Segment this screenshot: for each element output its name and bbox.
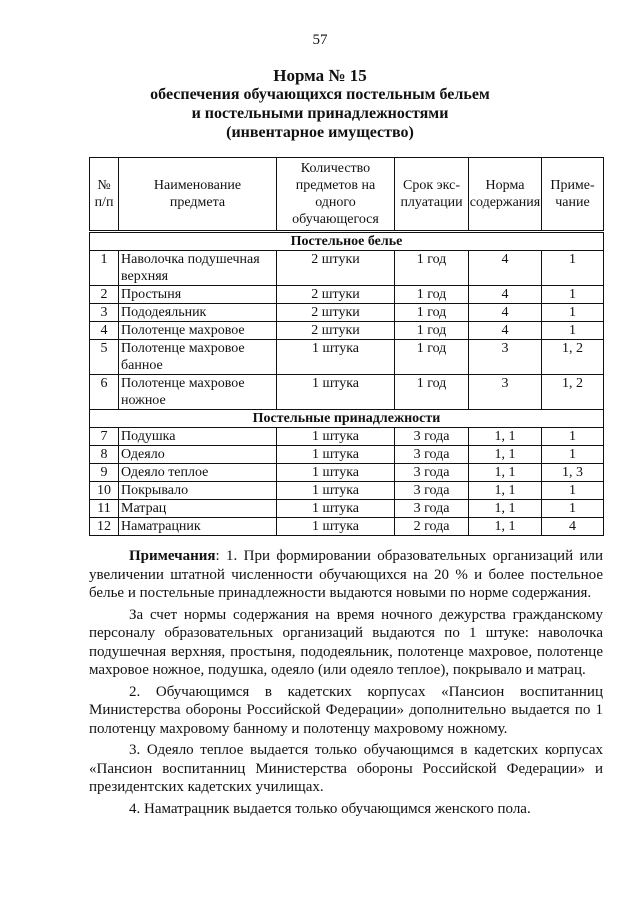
item-note: 1 bbox=[542, 286, 604, 304]
header-name: Наименование предмета bbox=[119, 158, 277, 232]
item-name: Пододеяльник bbox=[119, 304, 277, 322]
item-quantity: 1 штука bbox=[277, 446, 395, 464]
section-title: Постельное белье bbox=[90, 232, 604, 251]
header-term: Срок экс- плуатации bbox=[395, 158, 469, 232]
row-number: 1 bbox=[90, 251, 119, 286]
item-note: 4 bbox=[542, 518, 604, 536]
item-norm: 1, 1 bbox=[469, 500, 542, 518]
item-name: Наматрацник bbox=[119, 518, 277, 536]
item-name: Полотенце махровое ножное bbox=[119, 375, 277, 410]
item-name: Одеяло теплое bbox=[119, 464, 277, 482]
table-row bbox=[90, 375, 604, 410]
item-quantity: 1 штука bbox=[277, 464, 395, 482]
table-row bbox=[90, 500, 604, 518]
header-qty: Количество предметов на одного обучающегося bbox=[277, 158, 395, 232]
item-note: 1 bbox=[542, 446, 604, 464]
item-term: 3 года bbox=[395, 428, 469, 446]
table-row bbox=[90, 322, 604, 340]
item-note: 1 bbox=[542, 322, 604, 340]
item-norm: 4 bbox=[469, 251, 542, 286]
header-norm: Норма содержания bbox=[469, 158, 542, 232]
title-line-4: (инвентарное имущество) bbox=[226, 124, 414, 141]
item-term: 3 года bbox=[395, 500, 469, 518]
row-number: 4 bbox=[90, 322, 119, 340]
row-number: 2 bbox=[90, 286, 119, 304]
item-norm: 1, 1 bbox=[469, 428, 542, 446]
title-line-2: обеспечения обучающихся постельным бельем bbox=[150, 86, 490, 103]
row-number: 7 bbox=[90, 428, 119, 446]
item-quantity: 2 штуки bbox=[277, 251, 395, 286]
item-norm: 4 bbox=[469, 286, 542, 304]
item-name: Одеяло bbox=[119, 446, 277, 464]
item-term: 3 года bbox=[395, 464, 469, 482]
norm-table bbox=[89, 157, 604, 536]
table-row bbox=[90, 340, 604, 375]
item-name: Простыня bbox=[119, 286, 277, 304]
note-4: 4. Наматрацник выдается только обучающимся женского пола. bbox=[129, 800, 531, 817]
item-term: 3 года bbox=[395, 482, 469, 500]
item-norm: 1, 1 bbox=[469, 464, 542, 482]
section-title: Постельные принадлежности bbox=[90, 410, 604, 428]
item-term: 3 года bbox=[395, 446, 469, 464]
note-3: 3. Одеяло теплое выдается только обучающимся в кадетских корпусах «Пансион воспитанниц Министерства обороны Российской Федерации» и президентских кадетских училищах. bbox=[89, 742, 603, 795]
table-row bbox=[90, 518, 604, 536]
item-name: Подушка bbox=[119, 428, 277, 446]
header-note: Приме- чание bbox=[542, 158, 604, 232]
item-note: 1, 2 bbox=[542, 340, 604, 375]
item-quantity: 2 штуки bbox=[277, 286, 395, 304]
item-term: 1 год bbox=[395, 251, 469, 286]
item-quantity: 1 штука bbox=[277, 428, 395, 446]
item-term: 1 год bbox=[395, 375, 469, 410]
table-row bbox=[90, 251, 604, 286]
item-quantity: 1 штука bbox=[277, 518, 395, 536]
note-1: Примечания: 1. При формировании образовательных организаций или увеличении штатной численности обучающихся на 20 % и более постельное белье и постельные принадлежности выдаются новыми по норме содержания. bbox=[89, 548, 603, 601]
table-body bbox=[90, 232, 604, 536]
item-term: 2 года bbox=[395, 518, 469, 536]
row-number: 9 bbox=[90, 464, 119, 482]
row-number: 10 bbox=[90, 482, 119, 500]
page-number: 57 bbox=[312, 32, 328, 48]
item-note: 1 bbox=[542, 482, 604, 500]
table-header-row bbox=[90, 158, 604, 232]
table-row bbox=[90, 428, 604, 446]
item-note: 1 bbox=[542, 251, 604, 286]
row-number: 3 bbox=[90, 304, 119, 322]
item-quantity: 1 штука bbox=[277, 340, 395, 375]
title-line-3: и постельными принадлежностями bbox=[191, 105, 449, 122]
row-number: 8 bbox=[90, 446, 119, 464]
item-term: 1 год bbox=[395, 340, 469, 375]
table-row bbox=[90, 446, 604, 464]
notes-label: Примечания bbox=[129, 548, 216, 564]
item-quantity: 2 штуки bbox=[277, 322, 395, 340]
row-number: 5 bbox=[90, 340, 119, 375]
row-number: 11 bbox=[90, 500, 119, 518]
item-norm: 3 bbox=[469, 340, 542, 375]
item-quantity: 2 штуки bbox=[277, 304, 395, 322]
item-norm: 4 bbox=[469, 322, 542, 340]
row-number: 6 bbox=[90, 375, 119, 410]
notes bbox=[89, 547, 603, 821]
item-quantity: 1 штука bbox=[277, 482, 395, 500]
item-name: Покрывало bbox=[119, 482, 277, 500]
item-norm: 3 bbox=[469, 375, 542, 410]
item-name: Полотенце махровое банное bbox=[119, 340, 277, 375]
item-term: 1 год bbox=[395, 286, 469, 304]
row-number: 12 bbox=[90, 518, 119, 536]
item-name: Наволочка подушечная верхняя bbox=[119, 251, 277, 286]
table-row bbox=[90, 482, 604, 500]
item-norm: 4 bbox=[469, 304, 542, 322]
note-2: 2. Обучающимся в кадетских корпусах «Пансион воспитанниц Министерства обороны Российской Федерации» дополнительно выдается по 1 полотенцу махровому банному и полотенцу махровому ножному. bbox=[89, 683, 603, 737]
item-quantity: 1 штука bbox=[277, 500, 395, 518]
header-num: № п/п bbox=[90, 158, 119, 232]
item-name: Полотенце махровое bbox=[119, 322, 277, 340]
document-title bbox=[0, 66, 640, 142]
item-name: Матрац bbox=[119, 500, 277, 518]
title-line-1: Норма № 15 bbox=[273, 66, 367, 85]
item-note: 1 bbox=[542, 428, 604, 446]
item-quantity: 1 штука bbox=[277, 375, 395, 410]
item-term: 1 год bbox=[395, 322, 469, 340]
item-note: 1 bbox=[542, 304, 604, 322]
note-1-cont: За счет нормы содержания на время ночного дежурства гражданскому персоналу образовательных организаций выдаются по 1 штуке: наволочка подушечная верхняя, простыня, пододеяльник, полотенце махровое, полотенце махровое ножное, подушка, одеяло (или одеяло теплое), покрывало и матрац. bbox=[89, 606, 603, 678]
table-row bbox=[90, 464, 604, 482]
item-note: 1, 3 bbox=[542, 464, 604, 482]
item-norm: 1, 1 bbox=[469, 482, 542, 500]
item-term: 1 год bbox=[395, 304, 469, 322]
section-row-bedding bbox=[90, 232, 604, 251]
item-note: 1, 2 bbox=[542, 375, 604, 410]
table-row bbox=[90, 304, 604, 322]
table-row bbox=[90, 286, 604, 304]
item-norm: 1, 1 bbox=[469, 446, 542, 464]
item-note: 1 bbox=[542, 500, 604, 518]
section-row-accessories bbox=[90, 410, 604, 428]
item-norm: 1, 1 bbox=[469, 518, 542, 536]
